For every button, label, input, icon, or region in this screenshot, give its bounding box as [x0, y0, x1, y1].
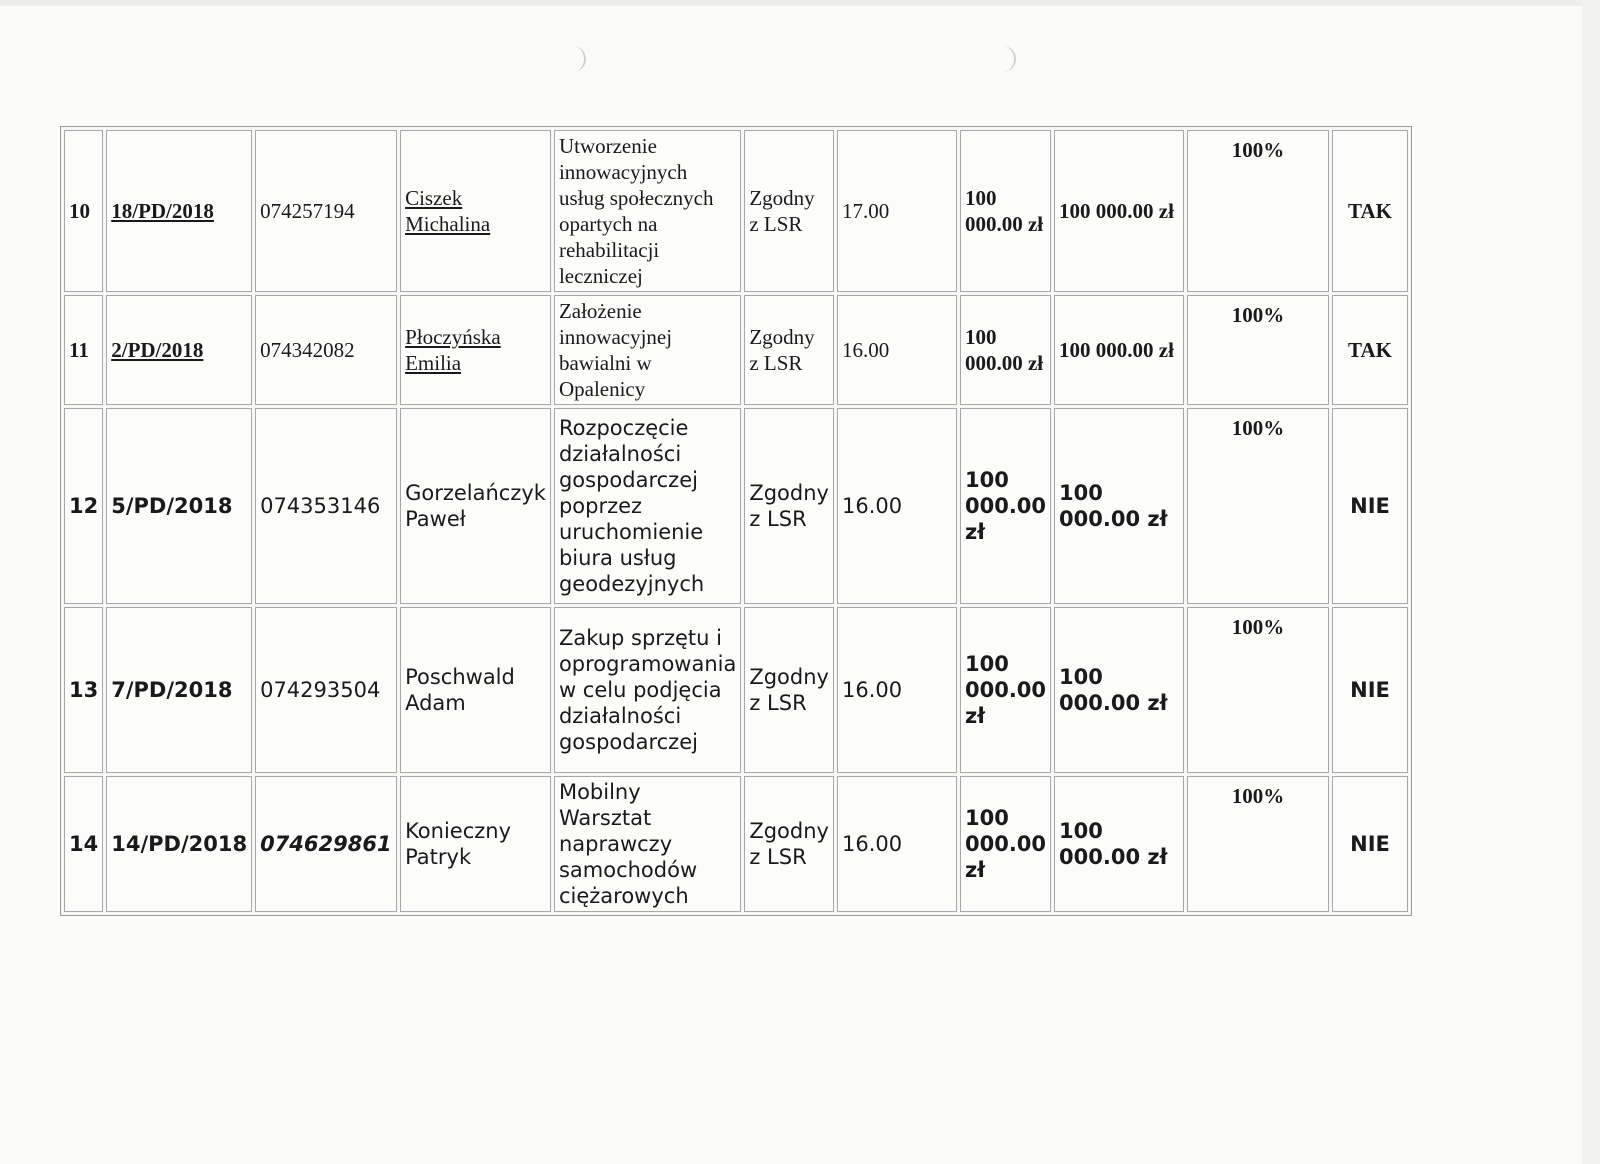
table-row — [64, 607, 1408, 773]
granted-amount: 100 000.00 zł — [1054, 607, 1184, 773]
punch-hole-right — [992, 46, 1016, 72]
operation-title: Zakup sprzętu i oprogramowania w celu podjęcia działalności gospodarczej — [554, 607, 741, 773]
table-row — [64, 776, 1408, 912]
operation-title: Utworzenie innowacyjnych usług społecznych opartych na rehabilitacji leczniczej — [554, 130, 741, 292]
operation-title: Założenie innowacyjnej bawialni w Opalenicy — [554, 295, 741, 405]
decision: NIE — [1332, 776, 1408, 912]
requested-amount: 100 000.00 zł — [960, 776, 1051, 912]
registration-number: 074629861 — [255, 776, 397, 912]
registration-number: 074353146 — [255, 408, 397, 604]
requested-amount: 100 000.00 zł — [960, 130, 1051, 292]
operation-title: Mobilny Warsztat naprawczy samochodów ciężarowych — [554, 776, 741, 912]
decision: TAK — [1332, 295, 1408, 405]
score: 16.00 — [837, 776, 957, 912]
lsr-compliance: Zgodny z LSR — [744, 776, 834, 912]
lsr-compliance: Zgodny z LSR — [744, 130, 834, 292]
table-row — [64, 295, 1408, 405]
row-number: 14 — [64, 776, 103, 912]
score: 17.00 — [837, 130, 957, 292]
row-number: 12 — [64, 408, 103, 604]
decision: NIE — [1332, 607, 1408, 773]
score: 16.00 — [837, 408, 957, 604]
granted-amount: 100 000.00 zł — [1054, 295, 1184, 405]
granted-amount: 100 000.00 zł — [1054, 408, 1184, 604]
lsr-compliance: Zgodny z LSR — [744, 295, 834, 405]
score: 16.00 — [837, 295, 957, 405]
case-number: 18/PD/2018 — [106, 130, 252, 292]
funding-percent: 100% — [1187, 776, 1329, 912]
table-row — [64, 408, 1408, 604]
applicant-name: Gorzelańczyk Paweł — [400, 408, 551, 604]
scan-right-edge — [1582, 0, 1600, 1164]
row-number: 11 — [64, 295, 103, 405]
table-row — [64, 130, 1408, 292]
requested-amount: 100 000.00 zł — [960, 607, 1051, 773]
case-number: 5/PD/2018 — [106, 408, 252, 604]
row-number: 13 — [64, 607, 103, 773]
registration-number: 074257194 — [255, 130, 397, 292]
lsr-compliance: Zgodny z LSR — [744, 607, 834, 773]
case-number: 14/PD/2018 — [106, 776, 252, 912]
funding-percent: 100% — [1187, 130, 1329, 292]
funding-percent: 100% — [1187, 607, 1329, 773]
applications-table — [60, 126, 1412, 916]
granted-amount: 100 000.00 zł — [1054, 130, 1184, 292]
funding-percent: 100% — [1187, 408, 1329, 604]
granted-amount: 100 000.00 zł — [1054, 776, 1184, 912]
applicant-name: Poschwald Adam — [400, 607, 551, 773]
operation-title: Rozpoczęcie działalności gospodarczej poprzez uruchomienie biura usług geodezyjnych — [554, 408, 741, 604]
applicant-name: Konieczny Patryk — [400, 776, 551, 912]
case-number: 2/PD/2018 — [106, 295, 252, 405]
decision: NIE — [1332, 408, 1408, 604]
decision: TAK — [1332, 130, 1408, 292]
case-number: 7/PD/2018 — [106, 607, 252, 773]
requested-amount: 100 000.00 zł — [960, 408, 1051, 604]
applicant-name: Płoczyńska Emilia — [400, 295, 551, 405]
requested-amount: 100 000.00 zł — [960, 295, 1051, 405]
score: 16.00 — [837, 607, 957, 773]
scan-top-edge — [0, 0, 1600, 6]
lsr-compliance: Zgodny z LSR — [744, 408, 834, 604]
row-number: 10 — [64, 130, 103, 292]
punch-hole-left — [562, 46, 586, 72]
registration-number: 074342082 — [255, 295, 397, 405]
funding-percent: 100% — [1187, 295, 1329, 405]
applicant-name: Ciszek Michalina — [400, 130, 551, 292]
registration-number: 074293504 — [255, 607, 397, 773]
